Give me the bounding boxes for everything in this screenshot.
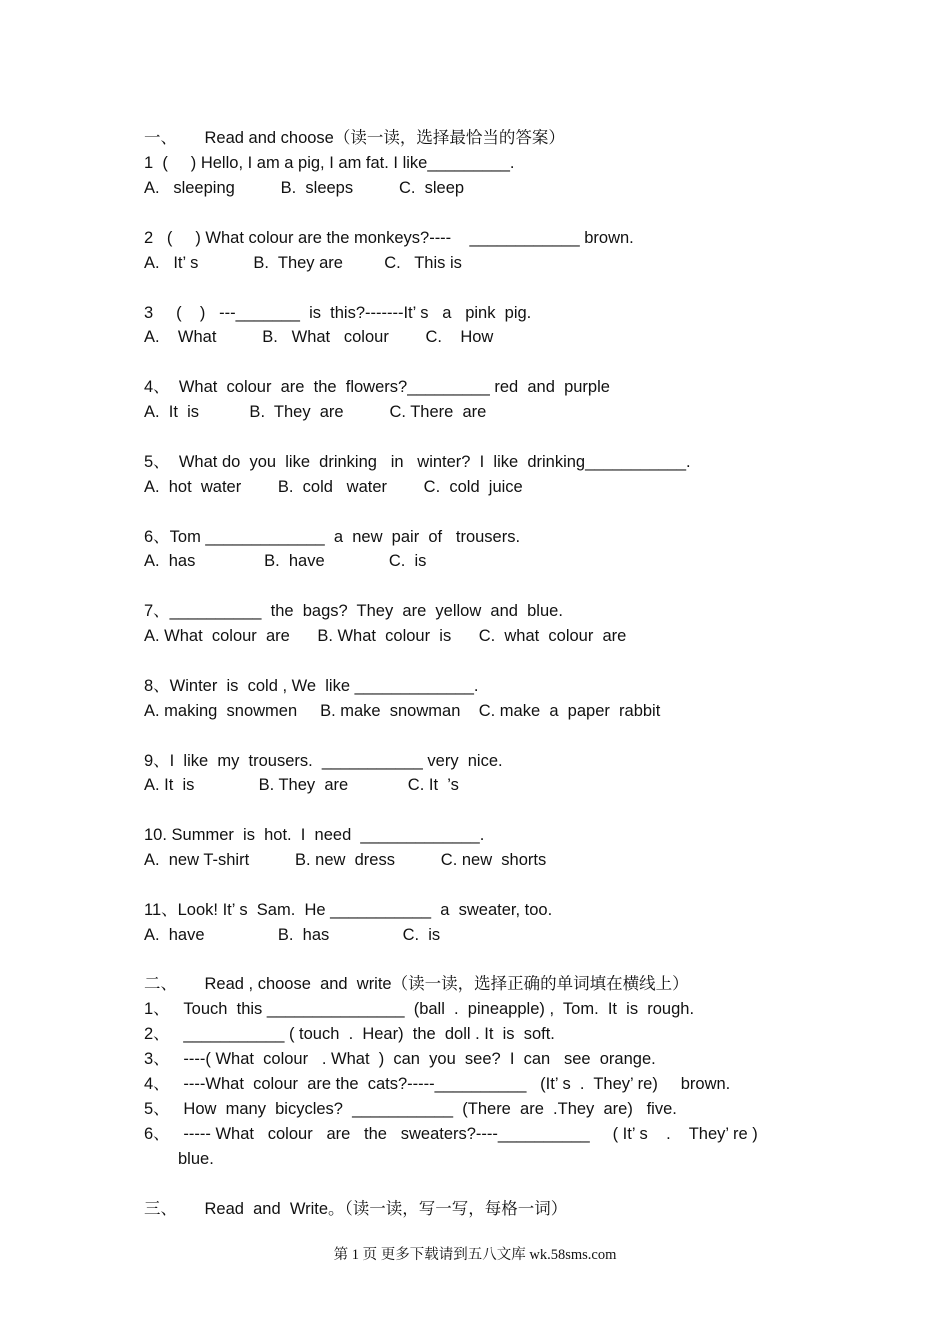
- section-2-item-4: 4、 ----What colour are the cats?-----__________ (It’ s . They’ re) brown.: [144, 1075, 731, 1093]
- question-6-options: A. has B. have C. is: [144, 552, 427, 570]
- question-3-options: A. What B. What colour C. How: [144, 328, 494, 346]
- question-11-options: A. have B. has C. is: [144, 926, 441, 944]
- question-2-options: A. It’ s B. They are C. This is: [144, 254, 462, 272]
- section-2-heading: 二、 Read , choose and write（读一读，选择正确的单词填在横线上）: [144, 975, 689, 993]
- section-2-item-1: 1、 Touch this _______________ (ball . pineapple) , Tom. It is rough.: [144, 1000, 695, 1018]
- question-5: 5、 What do you like drinking in winter? I like drinking___________.: [144, 453, 691, 471]
- section-2-item-6: 6、 ----- What colour are the sweaters?----__________ ( It’ s . They’ re ): [144, 1125, 758, 1143]
- question-8: 8、Winter is cold , We like _____________.: [144, 677, 479, 695]
- section-2-item-5: 5、 How many bicycles? ___________ (There are .They are) five.: [144, 1100, 677, 1118]
- question-3: 3 ( ) ---_______ is this?-------It’ s a pink pig.: [144, 304, 532, 322]
- section-2-item-3: 3、 ----( What colour . What ) can you see? I can see orange.: [144, 1050, 656, 1068]
- question-1-options: A. sleeping B. sleeps C. sleep: [144, 179, 465, 197]
- question-10: 10. Summer is hot. I need _____________.: [144, 826, 485, 844]
- question-4: 4、 What colour are the flowers?_________ red and purple: [144, 378, 610, 396]
- question-9: 9、I like my trousers. ___________ very nice.: [144, 752, 503, 770]
- section-3-heading: 三、 Read and Write。（读一读，写一写，每格一词）: [144, 1200, 568, 1218]
- question-7: 7、__________ the bags? They are yellow and blue.: [144, 602, 563, 620]
- question-1: 1 ( ) Hello, I am a pig, I am fat. I like_________.: [144, 154, 515, 172]
- page-footer: 第 1 页 更多下载请到五八文库 wk.58sms.com: [333, 1247, 617, 1263]
- question-9-options: A. It is B. They are C. It ’s: [144, 776, 459, 794]
- question-5-options: A. hot water B. cold water C. cold juice: [144, 478, 523, 496]
- question-11: 11、Look! It’ s Sam. He ___________ a sweater, too.: [144, 901, 553, 919]
- section-2-item-2: 2、 ___________ ( touch . Hear) the doll . It is soft.: [144, 1025, 555, 1043]
- section-2-item-6-continuation: blue.: [178, 1150, 214, 1168]
- question-8-options: A. making snowmen B. make snowman C. make a paper rabbit: [144, 702, 661, 720]
- question-7-options: A. What colour are B. What colour is C. what colour are: [144, 627, 627, 645]
- question-6: 6、Tom _____________ a new pair of trousers.: [144, 528, 521, 546]
- section-1-heading: 一、 Read and choose（读一读，选择最恰当的答案）: [144, 129, 565, 147]
- question-4-options: A. It is B. They are C. There are: [144, 403, 487, 421]
- question-2: 2 ( ) What colour are the monkeys?---- ____________ brown.: [144, 229, 634, 247]
- question-10-options: A. new T-shirt B. new dress C. new shorts: [144, 851, 547, 869]
